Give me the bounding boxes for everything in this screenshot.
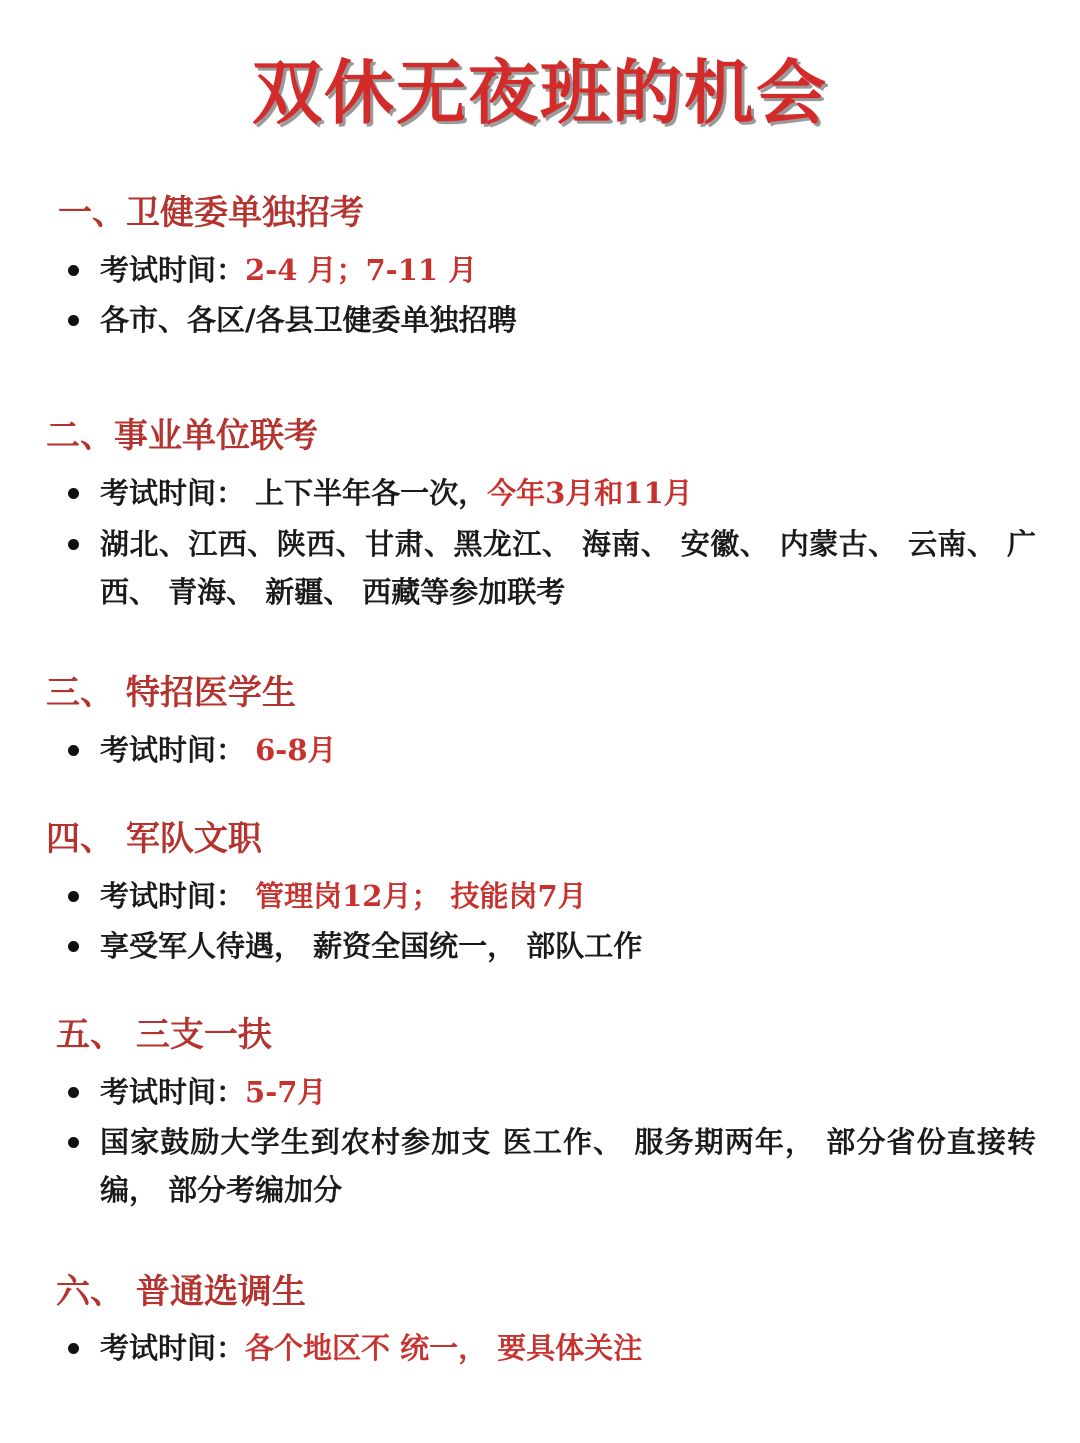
- bullet-icon: [68, 1343, 79, 1354]
- list-item: [100, 246, 1040, 294]
- list-item: [100, 1068, 1040, 1116]
- list-item: [100, 1324, 1040, 1372]
- item-label: 考试时间：: [100, 253, 246, 287]
- item-value: 6-8月: [255, 733, 337, 767]
- section-heading-2: 二、事业单位联考: [46, 416, 318, 456]
- item-label: 考试时间： 上下半年各一次，: [100, 476, 488, 510]
- bullet-icon: [68, 265, 79, 276]
- item-label: 考试时间：: [100, 879, 256, 913]
- section-heading-1: 一、卫健委单独招考: [58, 193, 364, 233]
- bullet-icon: [68, 1137, 79, 1148]
- page-title: 双休无夜班的机会: [252, 51, 828, 134]
- bullet-icon: [68, 745, 79, 756]
- item-value: 管理岗12月； 技能岗7月: [255, 879, 587, 913]
- section-heading-5: 五、 三支一扶: [56, 1015, 272, 1055]
- bullet-icon: [68, 539, 79, 550]
- item-text: 国家鼓励大学生到农村参加支 医工作、 服务期两年， 部分省份直接转编， 部分考编加分: [100, 1125, 1036, 1207]
- list-item: [100, 520, 1036, 616]
- list-item: [100, 296, 1040, 344]
- section-heading-4: 四、 军队文职: [46, 819, 262, 859]
- item-label: 考试时间：: [100, 1331, 246, 1365]
- list-item: [100, 872, 1040, 920]
- section-heading-3: 三、 特招医学生: [46, 673, 296, 713]
- bullet-icon: [68, 315, 79, 326]
- item-label: 考试时间：: [100, 733, 256, 767]
- item-value: 2-4 月；7-11 月: [245, 253, 478, 287]
- bullet-icon: [68, 941, 79, 952]
- item-value: 各个地区不 统一， 要具体关注: [245, 1331, 643, 1365]
- item-text: 湖北、江西、陕西、甘肃、黑龙江、 海南、 安徽、 内蒙古、 云南、 广西、 青海、 新疆、 西藏等参加联考: [100, 527, 1036, 609]
- bullet-icon: [68, 891, 79, 902]
- list-item: [100, 1118, 1036, 1214]
- item-value: 5-7月: [245, 1075, 327, 1109]
- bullet-icon: [68, 488, 79, 499]
- list-item: [100, 726, 1040, 774]
- item-value: 今年3月和11月: [487, 476, 693, 510]
- section-heading-6: 六、 普通选调生: [56, 1272, 306, 1312]
- list-item: [100, 469, 1040, 517]
- list-item: [100, 922, 1040, 970]
- item-text: 各市、各区/各县卫健委单独招聘: [100, 303, 517, 337]
- item-label: 考试时间：: [100, 1075, 246, 1109]
- item-text: 享受军人待遇， 薪资全国统一， 部队工作: [100, 929, 643, 963]
- bullet-icon: [68, 1087, 79, 1098]
